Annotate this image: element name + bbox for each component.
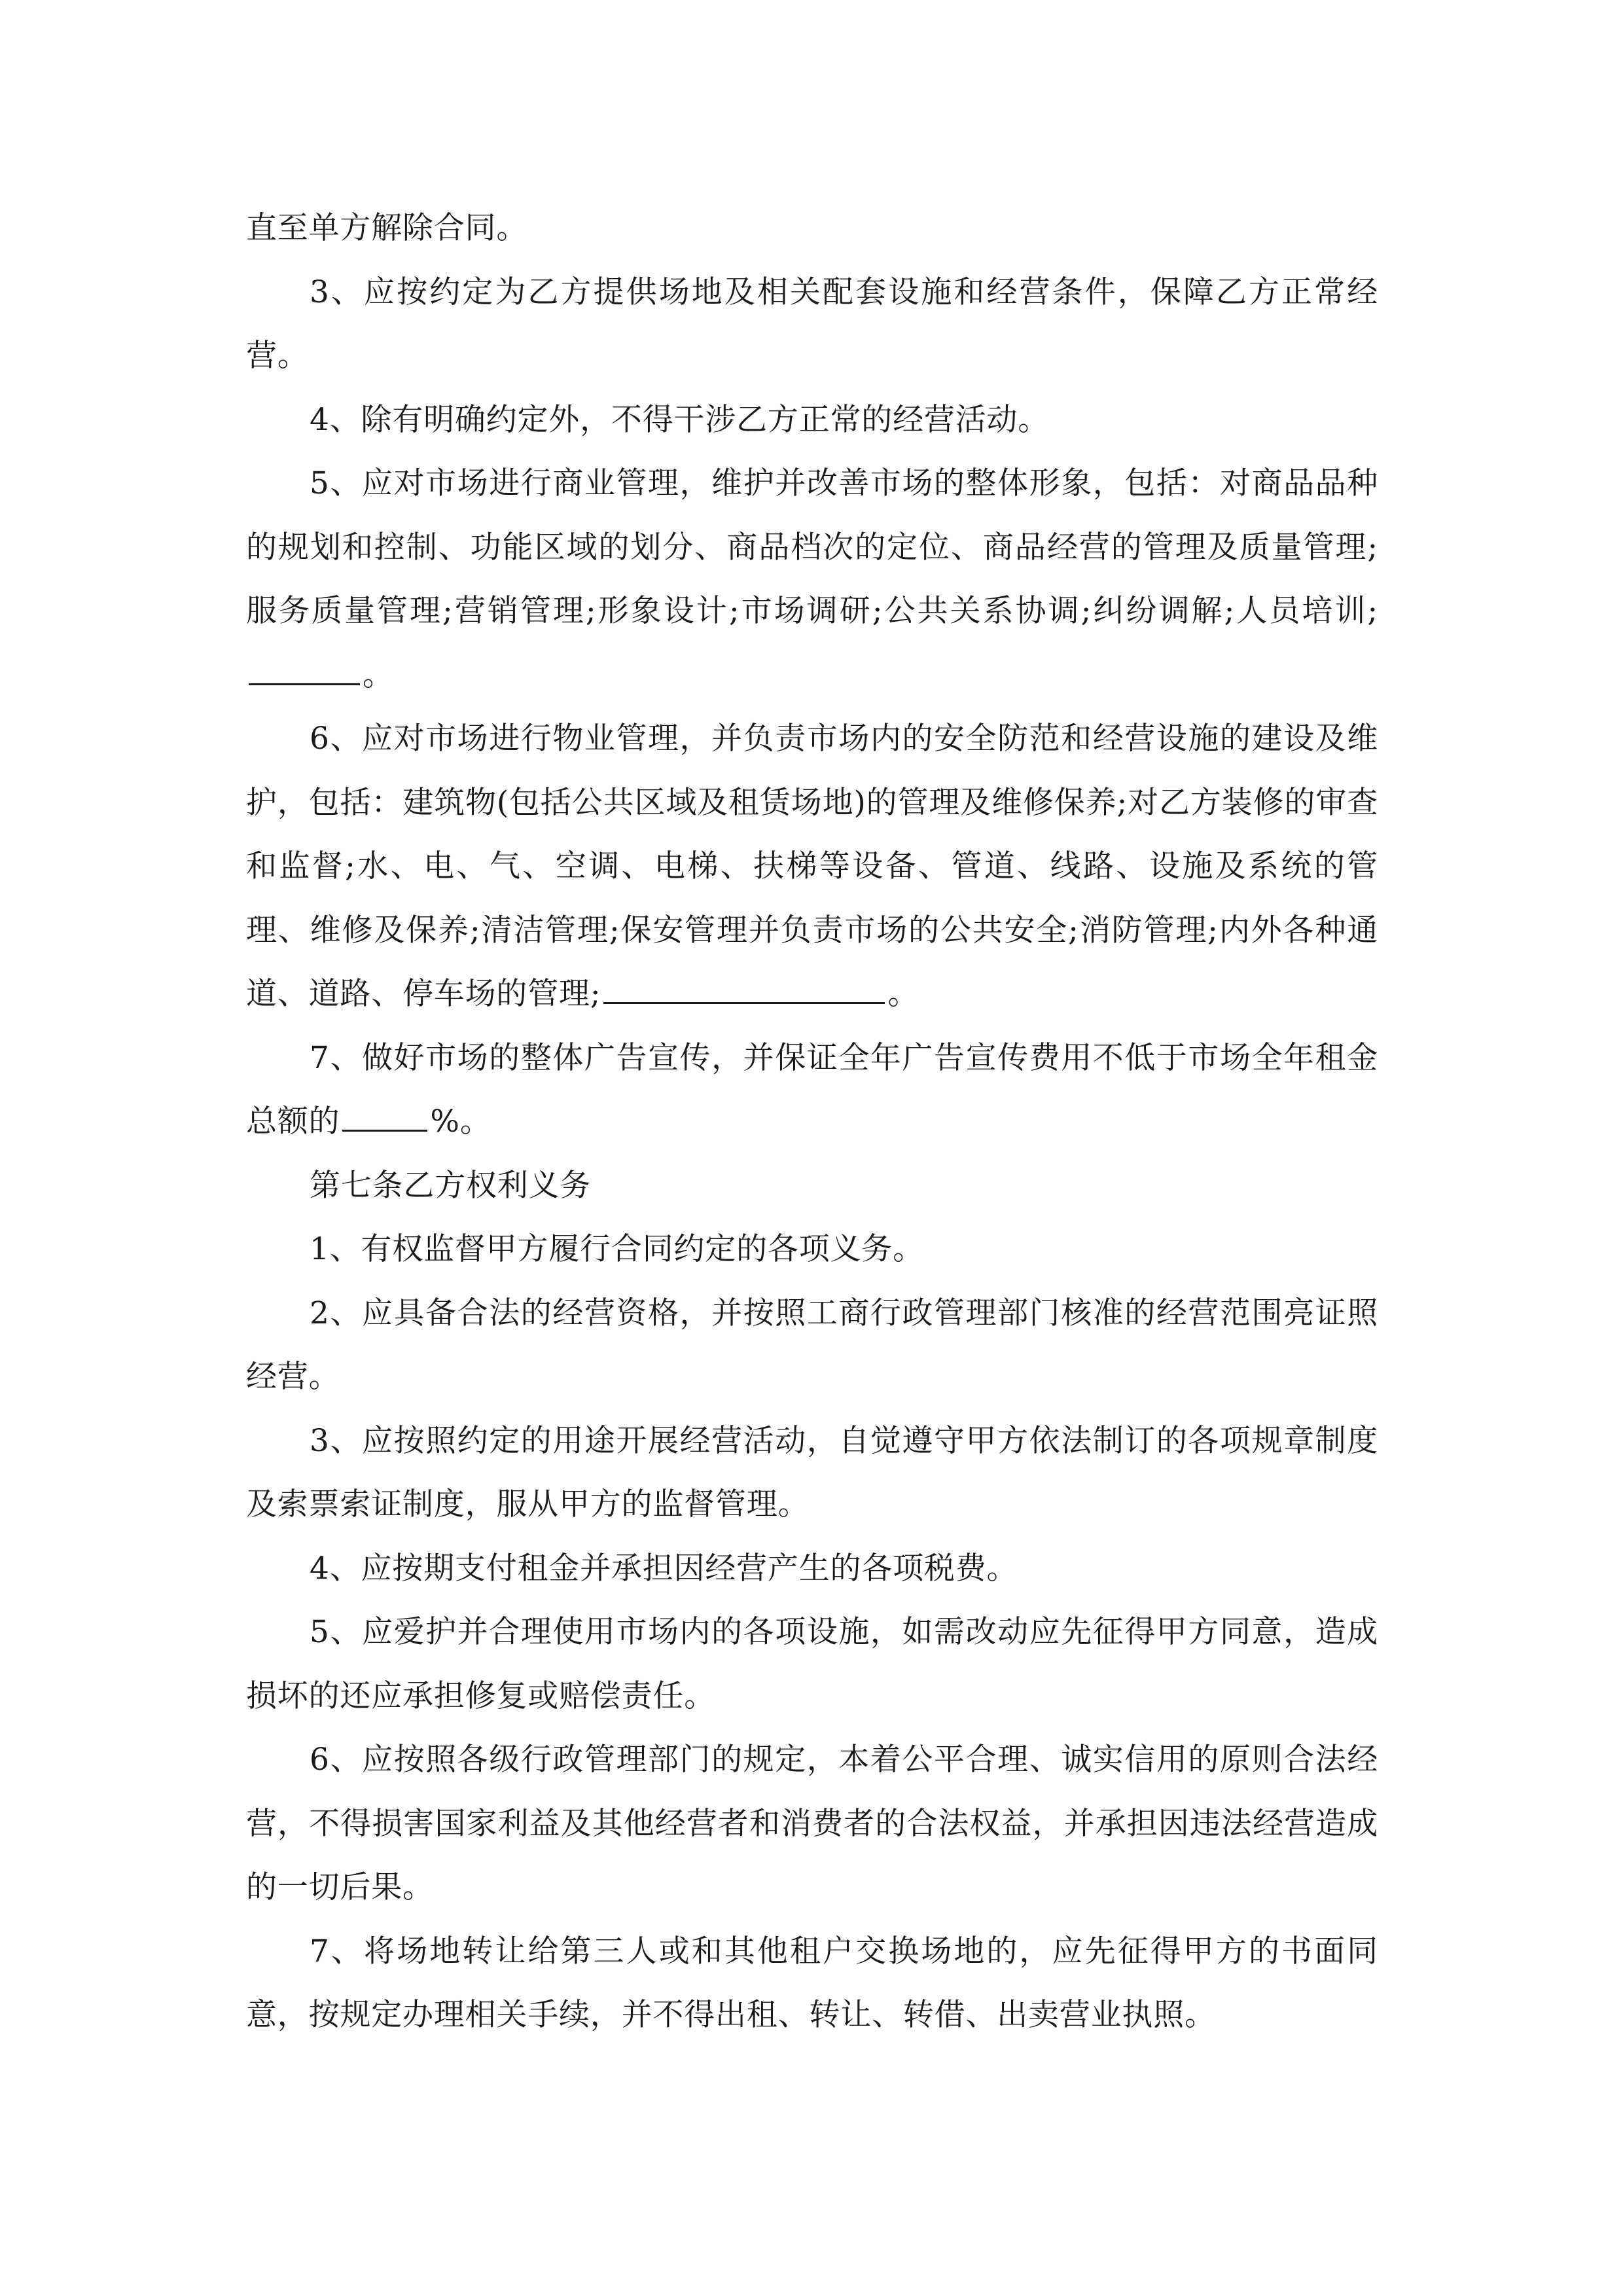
paragraph-text-end: 。 — [363, 656, 394, 693]
paragraph-continuation: 直至单方解除合同。 — [246, 210, 528, 246]
paragraph-text: 7、做好市场的整体广告宣传，并保证全年广告宣传费用不低于市场全年租金总额的 — [246, 1039, 1378, 1139]
paragraph-b-item-4: 4、应按期支付租金并承担因经营产生的各项税费。 — [310, 1550, 1018, 1587]
paragraph-b-item-6: 6、应按照各级行政管理部门的规定，本着公平合理、诚实信用的原则合法经营，不得损害国家利益及其他经营者和消费者的合法权益，并承担因违法经营造成的一切后果。 — [246, 1742, 1378, 1905]
paragraph-text: 6、应对市场进行物业管理，并负责市场内的安全防范和经营设施的建设及维护，包括：建筑物(包括公共区域及租赁场地)的管理及维修保养;对乙方装修的审查和监督;水、电、气、空调、电梯、扶梯等设备、管道、线路、设施及系统的管理、维修及保养;清洁管理;保安管理并负责市场的公共安全;消防管理;内外各种通道、道路、停车场的管理; — [246, 721, 1378, 1012]
fill-in-blank[interactable] — [603, 977, 885, 1004]
paragraph-b-item-2: 2、应具备合法的经营资格，并按照工商行政管理部门核准的经营范围亮证照经营。 — [246, 1295, 1378, 1395]
paragraph-item-4: 4、除有明确约定外，不得干涉乙方正常的经营活动。 — [310, 401, 1050, 438]
paragraph-b-item-1: 1、有权监督甲方履行合同约定的各项义务。 — [310, 1231, 924, 1267]
paragraph-item-3: 3、应按约定为乙方提供场地及相关配套设施和经营条件，保障乙方正常经营。 — [246, 274, 1378, 374]
paragraph-item-6 — [246, 707, 1378, 1026]
paragraph-text: 5、应对市场进行商业管理，维护并改善市场的整体形象，包括：对商品品种的规划和控制、功能区域的划分、商品档次的定位、商品经营的管理及质量管理;服务质量管理;营销管理;形象设计;市场调研;公共关系协调;纠纷调解;人员培训; — [246, 465, 1378, 629]
paragraph-text-end: %。 — [430, 1103, 491, 1139]
paragraph-b-item-7: 7、将场地转让给第三人或和其他租户交换场地的，应先征得甲方的书面同意，按规定办理相关手续，并不得出租、转让、转借、出卖营业执照。 — [246, 1933, 1378, 2033]
paragraph-b-item-3: 3、应按照约定的用途开展经营活动，自觉遵守甲方依法制订的各项规章制度及索票索证制度，服从甲方的监督管理。 — [246, 1422, 1378, 1522]
paragraph-item-5 — [246, 452, 1378, 707]
document-body — [246, 196, 1378, 2047]
fill-in-blank[interactable] — [249, 658, 360, 685]
section-heading-article-7: 第七条乙方权利义务 — [310, 1167, 592, 1204]
fill-in-blank-percent[interactable] — [342, 1105, 427, 1132]
paragraph-text-end: 。 — [887, 976, 919, 1012]
paragraph-item-7 — [246, 1026, 1378, 1154]
paragraph-b-item-5: 5、应爱护并合理使用市场内的各项设施，如需改动应先征得甲方同意，造成损坏的还应承担修复或赔偿责任。 — [246, 1614, 1378, 1714]
